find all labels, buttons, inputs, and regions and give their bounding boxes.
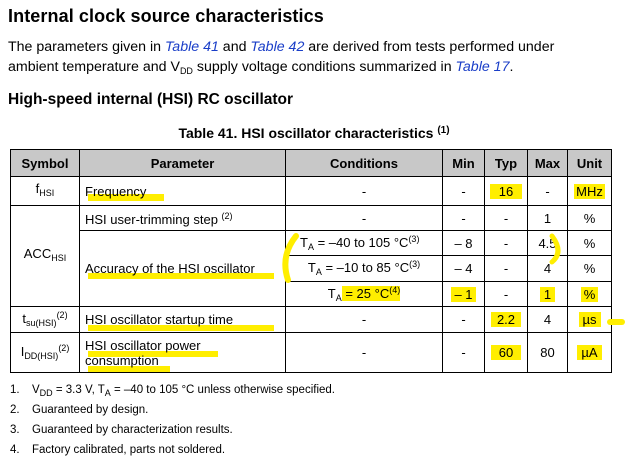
table-row [11,206,612,231]
intro-text: ambient temperature and V [8,59,180,75]
footnote-2 [10,400,335,420]
min-value: – 1 [451,287,475,302]
typ-cell: - [485,206,528,231]
footnote-text: = 3.3 V, T [52,384,105,396]
symbol-sub: HSI [39,188,55,198]
min-cell: - [443,307,485,333]
table-17-link[interactable]: Table 17 [455,59,510,75]
col-header-conditions: Conditions [286,150,443,177]
typ-cell [485,307,528,333]
footnotes [10,380,335,460]
typ-cell [485,333,528,373]
cond-sub: A [335,292,342,303]
max-cell [528,282,568,307]
conditions-cell: - [286,333,443,373]
unit-cell: % [568,206,612,231]
intro-text: supply voltage conditions summarized in [192,59,456,75]
intro-text: are derived from tests performed under [304,39,555,55]
cond-symbol: T [327,285,336,301]
unit-cell [568,177,612,206]
symbol-cell [11,177,80,206]
unit-value: µA [577,345,601,360]
parameter-text: Frequency [85,183,147,199]
parameter-cell [80,333,286,373]
parameter-cell [80,177,286,206]
vdd-subscript: DD [179,66,193,76]
col-header-parameter: Parameter [80,150,286,177]
typ-cell: - [485,231,528,256]
col-header-symbol: Symbol [11,150,80,177]
max-value: 1 [540,287,555,302]
unit-cell [568,333,612,373]
max-cell: 4 [528,256,568,282]
min-cell: - [443,206,485,231]
symbol-sub: DD(HSI) [24,351,59,361]
footnote-ref: (2) [56,310,68,320]
conditions-cell: - [286,206,443,231]
min-cell: – 8 [443,231,485,256]
min-cell: – 4 [443,256,485,282]
conditions-cell: - [286,177,443,206]
unit-cell: % [568,256,612,282]
footnote-number: 1. [10,384,20,396]
table-row [11,307,612,333]
conditions-cell [286,282,443,307]
parameter-text: HSI oscillator startup time [85,312,234,327]
symbol-text: I [20,344,25,359]
footnote-ref: (3) [408,233,420,244]
table-caption-text: Table 41. HSI oscillator characteristics [178,125,434,141]
max-cell: 4 [528,307,568,333]
footnote-text: Guaranteed by characterization results. [32,424,233,436]
max-cell: 4.5 [528,231,568,256]
footnote-sub: A [104,388,111,398]
cond-sub: A [307,241,314,252]
unit-cell [568,282,612,307]
cond-text: = –40 to 105 °C [313,234,409,250]
parameter-cell [80,206,286,231]
footnote-ref: (2) [58,343,70,353]
footnote-ref: (4) [389,284,401,295]
cond-sub: A [315,267,322,277]
table-caption [0,125,628,141]
cond-symbol: T [307,260,316,275]
symbol-text: ACC [23,246,52,261]
footnote-ref: (2) [221,211,233,221]
unit-cell: % [568,231,612,256]
subsection-heading: High-speed internal (HSI) RC oscillator [8,91,294,108]
min-cell: - [443,177,485,206]
footnote-number: 4. [10,444,20,456]
cond-text: = –10 to 85 °C [321,260,410,275]
footnote-1 [10,380,335,400]
typ-cell: - [485,256,528,282]
symbol-text: f [35,181,40,196]
unit-value: MHz [576,183,603,199]
parameter-text: HSI oscillator power [85,337,201,353]
min-cell: - [443,333,485,373]
intro-text: . [509,59,514,75]
table-42-link[interactable]: Table 42 [250,39,305,55]
intro-text: The parameters given in [8,39,165,55]
typ-value: 2.2 [491,312,521,327]
max-cell: 1 [528,206,568,231]
max-cell: 80 [528,333,568,373]
footnote-number: 2. [10,404,20,416]
footnote-sub: DD [39,388,53,398]
footnote-text: = –40 to 105 °C unless otherwise specified. [110,384,335,396]
cond-text: = 25 °C [341,285,390,301]
table-row [11,177,612,206]
table-row [11,333,612,373]
cond-symbol: T [300,234,308,250]
cond-highlight [342,286,400,301]
parameter-text: consumption [85,352,159,368]
footnote-text: Guaranteed by design. [32,404,149,416]
parameter-text: HSI user-trimming step [85,212,218,227]
symbol-text: t [22,311,27,326]
parameter-text: Accuracy of the HSI oscillator [85,261,255,276]
col-header-typ: Typ [485,150,528,177]
typ-cell [485,177,528,206]
footnote-text: Factory calibrated, parts not soldered. [32,444,226,456]
footnote-number: 3. [10,424,20,436]
symbol-cell [11,333,80,373]
symbol-cell [11,206,80,307]
table-41-link[interactable]: Table 41 [164,39,219,55]
parameter-cell [80,307,286,333]
conditions-cell: - [286,307,443,333]
min-cell [443,282,485,307]
table-row [11,231,612,256]
table-caption-note: (1) [437,125,450,136]
footnote-3 [10,420,335,440]
footnote-text: V [32,384,40,396]
unit-value: µs [579,312,601,327]
unit-value: % [581,287,599,302]
typ-cell: - [485,282,528,307]
footnote-ref: (3) [409,259,421,269]
col-header-max: Max [528,150,568,177]
table-header-row [11,150,612,177]
intro-paragraph [8,37,620,81]
symbol-cell [11,307,80,333]
intro-text: and [218,39,251,55]
conditions-cell [286,256,443,282]
max-cell: - [528,177,568,206]
hsi-characteristics-table [10,149,612,373]
symbol-sub: HSI [51,253,67,263]
unit-cell [568,307,612,333]
col-header-unit: Unit [568,150,612,177]
typ-value: 16 [490,184,522,199]
footnote-4 [10,440,335,460]
section-heading: Internal clock source characteristics [8,6,324,26]
typ-value: 60 [491,345,521,360]
symbol-sub: su(HSI) [26,318,57,328]
col-header-min: Min [443,150,485,177]
parameter-cell [80,231,286,307]
conditions-cell [286,231,443,256]
